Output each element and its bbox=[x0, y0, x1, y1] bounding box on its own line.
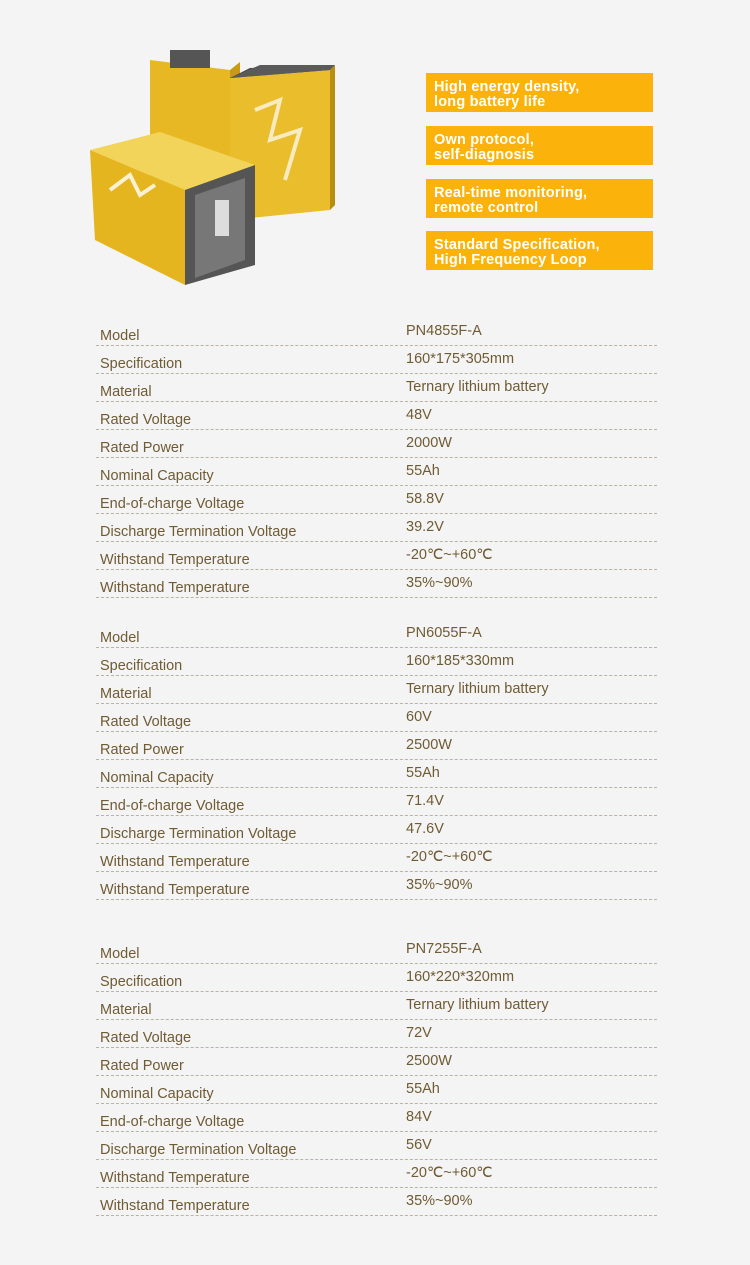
spec-label: Rated Voltage bbox=[100, 412, 192, 428]
table-row bbox=[96, 486, 657, 514]
spec-label: Withstand Temperature bbox=[100, 580, 250, 596]
table-row bbox=[96, 514, 657, 542]
spec-value: 72V bbox=[406, 1025, 432, 1041]
spec-value: 60V bbox=[406, 709, 432, 725]
spec-label: Nominal Capacity bbox=[100, 1086, 214, 1102]
table-row bbox=[96, 844, 657, 872]
spec-label: Material bbox=[100, 384, 152, 400]
spec-value: PN6055F-A bbox=[406, 625, 482, 641]
feature-badge bbox=[426, 179, 653, 218]
table-row bbox=[96, 648, 657, 676]
table-row bbox=[96, 788, 657, 816]
spec-table-1 bbox=[96, 318, 657, 598]
spec-label: Rated Voltage bbox=[100, 1030, 192, 1046]
spec-value: 2500W bbox=[406, 1053, 452, 1069]
table-row bbox=[96, 620, 657, 648]
spec-value: Ternary lithium battery bbox=[406, 997, 549, 1013]
spec-value: 58.8V bbox=[406, 491, 444, 507]
spec-value: 160*185*330mm bbox=[406, 653, 515, 669]
spec-value: -20℃~+60℃ bbox=[406, 1165, 493, 1181]
spec-label: Specification bbox=[100, 658, 183, 674]
spec-table-3 bbox=[96, 936, 657, 1216]
spec-value: 160*175*305mm bbox=[406, 351, 515, 367]
spec-value: 71.4V bbox=[406, 793, 444, 809]
table-row bbox=[96, 402, 657, 430]
spec-label: Withstand Temperature bbox=[100, 552, 250, 568]
spec-label: Rated Power bbox=[100, 1058, 184, 1074]
spec-label: Withstand Temperature bbox=[100, 1170, 250, 1186]
spec-value: PN4855F-A bbox=[406, 323, 482, 339]
spec-label: Withstand Temperature bbox=[100, 882, 250, 898]
spec-value: 2500W bbox=[406, 737, 452, 753]
spec-value: -20℃~+60℃ bbox=[406, 849, 493, 865]
table-row bbox=[96, 570, 657, 598]
spec-value: 47.6V bbox=[406, 821, 444, 837]
feature-text: High energy density, long battery life bbox=[434, 79, 580, 110]
table-row bbox=[96, 704, 657, 732]
table-row bbox=[96, 1132, 657, 1160]
spec-value: Ternary lithium battery bbox=[406, 681, 549, 697]
spec-value: -20℃~+60℃ bbox=[406, 547, 493, 563]
spec-value: 35%~90% bbox=[406, 1193, 473, 1209]
spec-label: Rated Voltage bbox=[100, 714, 192, 730]
spec-value: 84V bbox=[406, 1109, 432, 1125]
table-row bbox=[96, 992, 657, 1020]
spec-label: Rated Power bbox=[100, 742, 184, 758]
spec-label: Discharge Termination Voltage bbox=[100, 1142, 297, 1158]
spec-value: 160*220*320mm bbox=[406, 969, 515, 985]
spec-label: Withstand Temperature bbox=[100, 1198, 250, 1214]
spec-label: Model bbox=[100, 328, 140, 344]
feature-badge bbox=[426, 126, 653, 165]
table-row bbox=[96, 1104, 657, 1132]
spec-label: Model bbox=[100, 630, 140, 646]
spec-label: End-of-charge Voltage bbox=[100, 1114, 245, 1130]
table-row bbox=[96, 458, 657, 486]
table-row bbox=[96, 374, 657, 402]
table-row bbox=[96, 318, 657, 346]
table-row bbox=[96, 872, 657, 900]
spec-value: Ternary lithium battery bbox=[406, 379, 549, 395]
table-row bbox=[96, 1188, 657, 1216]
spec-value: 35%~90% bbox=[406, 575, 473, 591]
table-row bbox=[96, 1048, 657, 1076]
spec-value: 56V bbox=[406, 1137, 432, 1153]
spec-value: 2000W bbox=[406, 435, 452, 451]
spec-value: 35%~90% bbox=[406, 877, 473, 893]
feature-text: Own protocol, self-diagnosis bbox=[434, 132, 535, 163]
spec-label: Material bbox=[100, 1002, 152, 1018]
spec-label: Discharge Termination Voltage bbox=[100, 524, 297, 540]
spec-label: Rated Power bbox=[100, 440, 184, 456]
table-row bbox=[96, 430, 657, 458]
table-row bbox=[96, 732, 657, 760]
table-row bbox=[96, 936, 657, 964]
spec-value: PN7255F-A bbox=[406, 941, 482, 957]
spec-value: 48V bbox=[406, 407, 432, 423]
spec-label: Material bbox=[100, 686, 152, 702]
spec-label: Discharge Termination Voltage bbox=[100, 826, 297, 842]
spec-label: Specification bbox=[100, 974, 183, 990]
spec-label: Withstand Temperature bbox=[100, 854, 250, 870]
feature-text: Real-time monitoring, remote control bbox=[434, 185, 588, 216]
feature-badge bbox=[426, 73, 653, 112]
battery-product-image bbox=[80, 40, 370, 300]
spec-label: Nominal Capacity bbox=[100, 468, 214, 484]
table-row bbox=[96, 542, 657, 570]
spec-value: 55Ah bbox=[406, 765, 440, 781]
feature-text: Standard Specification, High Frequency Loop bbox=[434, 237, 600, 268]
spec-value: 39.2V bbox=[406, 519, 444, 535]
table-row bbox=[96, 346, 657, 374]
feature-badge bbox=[426, 231, 653, 270]
table-row bbox=[96, 816, 657, 844]
spec-label: Specification bbox=[100, 356, 183, 372]
table-row bbox=[96, 1076, 657, 1104]
spec-value: 55Ah bbox=[406, 463, 440, 479]
spec-label: Nominal Capacity bbox=[100, 770, 214, 786]
spec-value: 55Ah bbox=[406, 1081, 440, 1097]
table-row bbox=[96, 676, 657, 704]
spec-table-2 bbox=[96, 620, 657, 900]
spec-label: End-of-charge Voltage bbox=[100, 798, 245, 814]
table-row bbox=[96, 1160, 657, 1188]
table-row bbox=[96, 964, 657, 992]
table-row bbox=[96, 1020, 657, 1048]
spec-label: Model bbox=[100, 946, 140, 962]
spec-label: End-of-charge Voltage bbox=[100, 496, 245, 512]
table-row bbox=[96, 760, 657, 788]
